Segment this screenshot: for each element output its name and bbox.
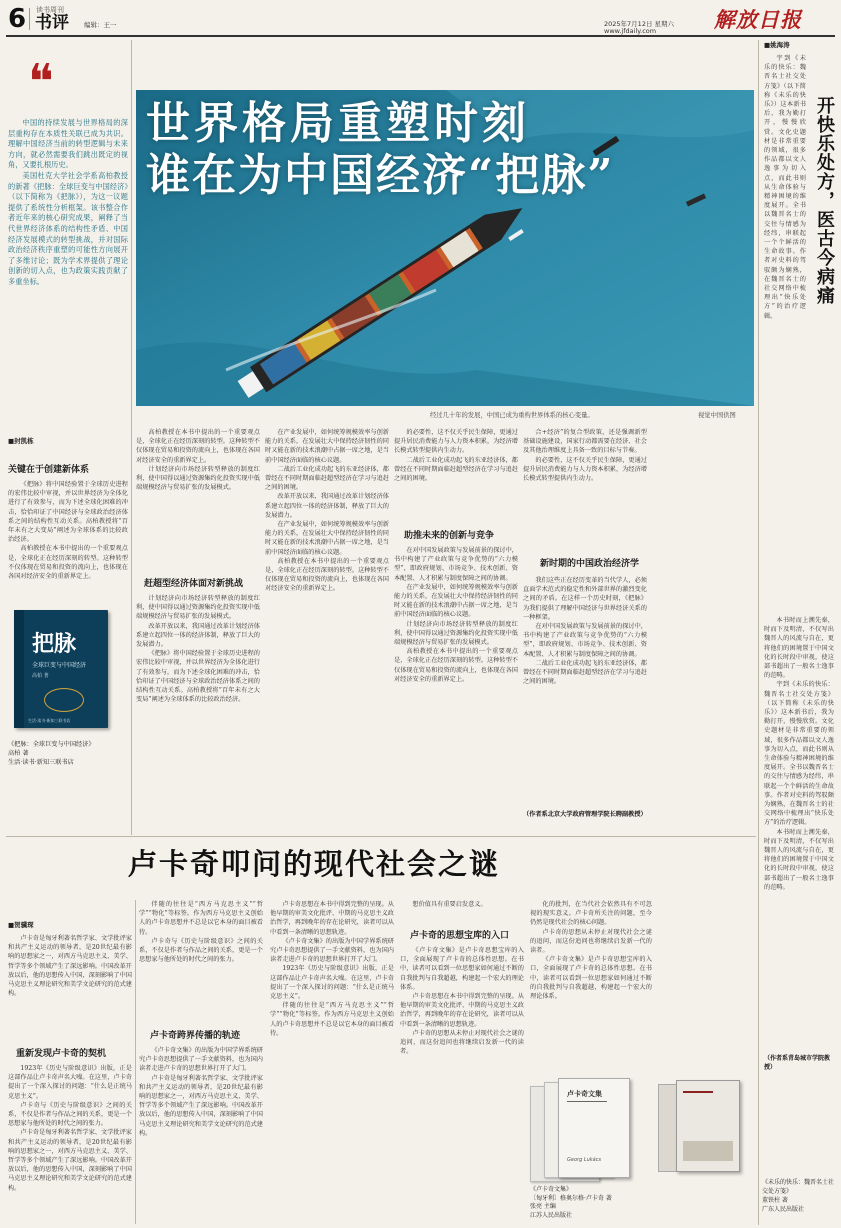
lukacs-paragraph: 卢卡奇是匈牙利著名哲学家、文学批评家和共产主义运动的领导者，是20世纪最有影响的思想家之一，对西方马克思主义、美学、哲学等多个领域产生了深远影响。中国改革开放以后，他的思想传入中国，深刻影响了中国马克思主义理论研究和美学文论研究的范式建构。 [8, 1129, 132, 1192]
page-number: 6 [8, 4, 27, 34]
article-paragraph: 计划经济向市场经济转型释放的制度红利，使中国得以通过资源集约化投资实现中低端规模经济与贸易扩张的发展模式。 [394, 620, 518, 647]
lukacs-paragraph: 卢卡奇思想在本书中得到完整的呈现。从他早期的审美文化批评、中期的马克思主义政治哲学，再到晚年的存在论研究，读者可以从中看到一条清晰的思想轨迹。 [400, 993, 524, 1028]
article-paragraph: 二战后工业化成功起飞的东亚经济体，都曾经在不同时期面临赶超型经济在学习与追赶之间的困境。 [265, 465, 389, 492]
lukacs-paragraph: 卢卡奇思想在本书中得到完整的呈现。从他早期的审美文化批评、中期的马克思主义政治哲学，再到晚年的存在论研究，读者可以从中看到一条清晰的思想轨迹。 [270, 901, 394, 936]
article-column [265, 428, 389, 830]
book2-caption-editor: 张亮 主编 [530, 1203, 556, 1210]
lukacs-headline: 卢卡奇叩问的现代社会之谜 [128, 847, 501, 881]
lukacs-paragraph: 卢卡奇与《历史与阶级意识》之间的关系，不仅是作者与作品之间的关系，更是一个思想家与他所处的时代之间的张力。 [8, 1101, 132, 1128]
lukacs-paragraph: 想价值具有重要启发意义。 [412, 901, 487, 908]
paper-logo: 解放日报 [714, 7, 802, 32]
article-column [136, 594, 260, 830]
right-paragraph: 宇到《未乐的快乐：魏晋名士社交处方笺》（以下简称《未乐的快乐》）这本新书后，我为勤打开，慢慢欣赏。文化史题材是非常重要的领域，很多作品都以文人逸事为切入点，而此书则从生命体验与精神困境的维度展开。全书以魏晋名士的交往与情感为经纬，串联起一个个鲜活的生命故事。作者对史料的驾驭颇为娴熟，在魏晋名士的社交网络中梳理出“快乐处方”的治疗逻辑。 [764, 55, 806, 320]
section-rule [6, 836, 756, 837]
right-book-title: 《未乐的快乐：魏晋名士社交处方笺》 [762, 1179, 835, 1195]
article-paragraph: 计划经济向市场经济转型释放的制度红利，使中国得以通过资源集约化投资实现中低端规模经济与贸易扩张的发展模式。 [136, 465, 260, 492]
lukacs-paragraph: 卢卡奇的思想从未停止对现代社会之谜的追问，而这份追问也将继续启发新一代的读者。 [400, 1029, 524, 1056]
book-cover-publisher: 生活·读书·新知三联书店 [28, 718, 71, 723]
article-paragraph: 的必要性，这不仅关乎民生保障，更通过提升居民消费能力与人力资本积累，为经济增长模式转型提供内生动力。 [523, 456, 647, 483]
article-paragraph: 高柏教授在本书中提出的一个重要观点是，全球化正在经历深刻的转型。这种转型不仅体现在贸易和投资的流向上，也体现在各国对经济安全的重新界定上。 [136, 429, 260, 464]
photo-caption: 经过几十年的发展，中国已成为重构世界体系的核心变量。 [430, 412, 594, 419]
book-caption-author: 高柏 著 [8, 750, 29, 757]
article-paragraph: 计划经济向市场经济转型释放的制度红利，使中国得以通过资源集约化投资实现中低端规模经济与贸易扩张的发展模式。 [136, 595, 260, 621]
article-paragraph: 改革开放以来，我国通过改革计划经济体系建立起四位一体的经济体制，释放了巨大的发展潜力。 [136, 622, 260, 649]
lukacs-paragraph: 《卢卡奇文集》的出版为中国学界系统研究卢卡奇思想提供了一手文献资料，也为国内读者走进卢卡奇的思想世界打开了大门。 [139, 1047, 263, 1073]
lukacs-column [139, 900, 263, 1018]
masthead [8, 4, 834, 36]
article-paragraph: 我们这些正在经历变革的当代学人，必须直面学术范式的稳定性和外部世界的激烈变化之间的矛盾。在这样一个历史时刻，《把脉》为我们提供了理解中国经济与世界经济关系的一种框架。 [523, 577, 647, 621]
lukacs-paragraph: 化的批判，在当代社会依然具有不可忽视的现实意义。卢卡奇所关注的问题，至今仍然是现代社会的核心问题。 [530, 901, 652, 927]
lukacs-paragraph: 1923年《历史与阶级意识》出版，正是这部作品让卢卡奇声名大噪。在这里，卢卡奇提出了一个深入探讨的问题：“什么是正统马克思主义”。 [270, 965, 394, 1001]
column-divider [131, 428, 132, 831]
book-cover-subtitle: 全球巨变与中国经济 [32, 662, 87, 669]
book-cover-title: 把脉 [32, 631, 77, 657]
article-paragraph: 《把脉》将中国经验置于全球历史进程的宏伟比较中审视，并以世界经济为全体化进行了有效参与，而为下述全球化困难的冲击，恰恰印证了中国经济与全球政治经济体系之间的结构性互动关系。高柏教授将“百年未有之大变局”阐述为全球体系的比较政治经济。 [8, 481, 128, 544]
book2-caption-author: 〔匈牙利〕格奥尔格·卢卡奇 著 [530, 1194, 612, 1202]
right-paragraph: 宇到《未乐的快乐：魏晋名士社交处方笺》（以下简称《未乐的快乐》）这本新书后，我为勤打开，慢慢欣赏。文化史题材是非常重要的领域，很多作品都以文人逸事为切入点，而此书则从生命体验与精神困境的维度展开。全书以魏晋名士的交往与情感为经纬，串联起一个个鲜活的生命故事。作者对史料的驾驭颇为娴熟，在魏晋名士的社交网络中梳理出“快乐处方”的治疗逻辑。 [764, 681, 834, 827]
book2-caption-publisher: 江苏人民出版社 [530, 1211, 573, 1219]
article-paragraph: 合+经济”的复合型政策，还是强调新型基础设施建设，国家行动都需要在经济、社会及其他治理维度上具备一致的目标与节奏。 [523, 429, 647, 455]
column-divider [758, 40, 759, 1225]
article-paragraph: 改革开放以来，我国通过改革计划经济体系建立起四位一体的经济体制，释放了巨大的发展潜力。 [265, 493, 389, 519]
lead-text [8, 118, 128, 358]
right-article-author: ■姚海涛 [764, 41, 790, 49]
article-column [523, 576, 647, 808]
hero-photo [136, 90, 754, 406]
book-volume [558, 1078, 630, 1178]
article-column [8, 480, 128, 598]
lukacs-column [270, 900, 394, 1224]
article-paragraph: 高柏教授在本书中提出的一个重要观点是，全球化正在经历深刻的转型。这种转型不仅体现在贸易和投资的流向上，也体现在各国对经济安全的重新界定上。 [265, 557, 389, 593]
lukacs-author: ■贺骥琛 [8, 921, 34, 929]
lukacs-paragraph: 卢卡奇与《历史与阶级意识》之间的关系，不仅是作者与作品之间的关系，更是一个思想家与他所处的时代之间的张力。 [139, 937, 263, 964]
lukacs-column [8, 934, 132, 1038]
right-book-publisher: 广东人民出版社 [762, 1206, 805, 1213]
editor-line: 编辑：王一 [84, 21, 117, 29]
book-caption [8, 740, 128, 767]
book-volume [676, 1080, 740, 1172]
right-article-title: 开快乐处方，医古今病痛 [814, 96, 835, 305]
lead-paragraph: 中国的持续发展与世界格局的深层重构存在本质性关联已成为共识。理解中国经济当前的转型逻辑与未来方向，就必然需要我们跳出既定的视角，又要扎根历史。 [8, 118, 128, 170]
lukacs-column [8, 1064, 132, 1224]
lukacs-column [530, 900, 652, 1070]
article-paragraph: 在对中国发展政策与发展前景的探讨中，书中构建了产业政策与竞争优势的“六力模型”，即政府规划、市场竞争、技术创新、资本配置、人才积累与制度保障之间的协调。 [523, 623, 647, 658]
article-column [394, 546, 518, 830]
book-cover-bajing [14, 610, 108, 728]
masthead-divider [29, 8, 30, 30]
lukacs-column [139, 1046, 263, 1224]
article-author-note: （作者系北京大学政府管理学院长聘副教授） [523, 811, 647, 818]
subheading: 卢卡奇的思想宝库的入口 [410, 931, 510, 941]
section-name: 书评 [35, 13, 69, 33]
subheading: 关键在于创建新体系 [8, 465, 90, 475]
date-line: 2025年7月12日 星期六 [604, 20, 675, 28]
article-author: ■封凯栋 [8, 437, 34, 445]
book-caption-title: 《把脉：全球巨变与中国经济》 [8, 741, 95, 748]
article-paragraph: 《把脉》将中国经验置于全球历史进程的宏伟比较中审视，并以世界经济为全体化进行了有效参与，而为下述全球化困难的冲击，恰恰印证了中国经济与全球政治经济体系之间的结构性互动关系。高柏教授将“百年未有之大变局”阐述为全球体系的比较政治经济。 [136, 650, 260, 704]
right-article-text [764, 54, 806, 614]
book2-caption-title: 《卢卡奇文集》 [530, 1186, 573, 1193]
photo-credit: 视觉中国供图 [698, 412, 736, 419]
article-paragraph: 在产业发展中，如何统筹规模效率与创新能力的关系，在发展壮大中保持经济韧性的同时又能在新的技术浪潮中占据一席之地，是当前中国经济面临的核心议题。 [265, 429, 389, 464]
lukacs-paragraph: 1923年《历史与阶级意识》出版，正是这部作品让卢卡奇声名大噪。在这里，卢卡奇提出了一个深入探讨的问题：“什么是正统马克思主义”。 [8, 1065, 132, 1100]
lukacs-paragraph: 《卢卡奇文集》的出版为中国学界系统研究卢卡奇思想提供了一手文献资料，也为国内读者走进卢卡奇的思想世界打开了大门。 [270, 937, 394, 964]
right-article-footer: （作者系青岛城市学院教授） [764, 1055, 831, 1071]
headline-line-2: 谁在为中国经济“把脉” [146, 150, 615, 201]
book2-cover-rule [567, 1101, 607, 1102]
lukacs-paragraph: 卢卡奇是匈牙利著名哲学家、文学批评家和共产主义运动的领导者，是20世纪最有影响的思想家之一，对西方马克思主义、美学、哲学等多个领域产生了深远影响。中国改革开放以后，他的思想传入中国，深刻影响了中国马克思主义理论研究和美学文论研究的范式建构。 [8, 935, 132, 998]
right-book-caption [762, 1178, 838, 1214]
lukacs-paragraph: 卢卡奇是匈牙利著名哲学家、文学批评家和共产主义运动的领导者，是20世纪最有影响的思想家之一，对西方马克思主义、美学、哲学等多个领域产生了深远影响。中国改革开放以后，他的思想传入中国，深刻影响了中国马克思主义理论研究和美学文论研究的范式建构。 [139, 1074, 263, 1137]
article-paragraph: 的必要性，这不仅关乎民生保障，更通过提升居民消费能力与人力资本积累，为经济增长模式转型提供内生动力。 [394, 429, 518, 455]
right-paragraph: 本书时而上溯先秦，时而下及明清，不仅写出魏晋人的风流与自在，更将他们的困境置于中国文化的长时段中审视，使这部书超出了一般名士逸事的范畴。 [764, 617, 834, 680]
cover-graphic [44, 688, 84, 712]
book-stack-right [656, 1078, 756, 1178]
book-stack-lukacs [530, 1076, 634, 1184]
cover-graphic [683, 1141, 733, 1161]
series-name: 读书周刊 [36, 6, 64, 14]
right-book-author: 董铁柱 著 [762, 1197, 788, 1204]
lukacs-paragraph: 《卢卡奇文集》是卢卡奇思想宝库的入口，全面展现了卢卡奇的总体性思想。在书中，读者可以看到一位思想家如何通过不断的自我批判与自我超越，构建起一个宏大的理论体系。 [400, 947, 524, 991]
cover-stripe [683, 1091, 713, 1093]
column-divider [135, 900, 136, 1224]
book2-caption [530, 1186, 652, 1220]
right-paragraph: 本书时而上溯先秦，时而下及明清，不仅写出魏晋人的风流与自在，更将他们的困境置于中国文化的长时段中审视，使这部书超出了一般名士逸事的范畴。 [764, 828, 834, 891]
article-column [136, 428, 260, 571]
article-column [523, 428, 647, 540]
article-paragraph: 在产业发展中，如何统筹规模效率与创新能力的关系，在发展壮大中保持经济韧性的同时又能在新的技术浪潮中占据一席之地，是当前中国经济面临的核心议题。 [265, 521, 389, 556]
article-column [394, 428, 518, 522]
book-caption-publisher: 生活·读书·新知三联书店 [8, 759, 74, 766]
article-paragraph: 二战后工业化成功起飞的东亚经济体，都曾经在不同时期面临赶超型经济在学习与追赶之间的困境。 [523, 659, 647, 686]
subheading: 卢卡奇跨界传播的轨迹 [150, 1031, 241, 1041]
website-url: www.jfdaily.com [604, 27, 657, 35]
subheading: 助推未来的创新与竞争 [404, 531, 495, 541]
article-paragraph: 高柏教授在本书中提出的一个重要观点是，全球化正在经历深刻的转型。这种转型不仅体现在贸易和投资的流向上，也体现在各国对经济安全的重新界定上。 [8, 545, 128, 581]
lukacs-column [400, 946, 524, 1224]
article-paragraph: 高柏教授在本书中提出的一个重要观点是，全球化正在经历深刻的转型。这种转型不仅体现在贸易和投资的流向上，也体现在各国对经济安全的重新界定上。 [394, 648, 518, 683]
subheading: 赶超型经济体面对新挑战 [144, 579, 244, 589]
lead-paragraph: 美国杜克大学社会学系高柏教授的新著《把脉：全球巨变与中国经济》（以下简称为《把脉》），为这一议题提供了系统性分析框架。该书整合作者近年来的核心研究成果，阐释了当代世界经济体系的结构性矛盾、中国经济发展模式的转型挑战，并对国际政治经济秩序重塑的可能性方向展开了多维讨论；既为学术界提供了理论创新的切入点，也为政策实践贡献了多重坐标。 [8, 170, 128, 286]
subheading: 新时期的中国政治经济学 [540, 559, 640, 569]
lukacs-paragraph: 伴随的往往是“西方马克思主义”“哲学”“物化”等标签。作为西方马克思主义创始人的卢卡奇思想并不总是以它本身的面目被看待。 [139, 901, 263, 936]
headline-line-1: 世界格局重塑时刻 [146, 98, 530, 149]
article-paragraph: 在对中国发展政策与发展前景的探讨中，书中构建了产业政策与竞争优势的“六力模型”，即政府规划、市场竞争、技术创新、资本配置、人才积累与制度保障之间的协调。 [394, 547, 518, 582]
right-article-text [764, 616, 834, 1048]
subheading: 重新发现卢卡奇的契机 [16, 1049, 107, 1059]
book-cover-author: 高柏 著 [32, 673, 49, 679]
lukacs-paragraph: 伴随的往往是“西方马克思主义”“哲学”“物化”等标签。作为西方马克思主义创始人的卢卡奇思想并不总是以它本身的面目被看待。 [270, 1002, 394, 1037]
lukacs-paragraph: 卢卡奇的思想从未停止对现代社会之谜的追问，而这份追问也将继续启发新一代的读者。 [530, 928, 652, 955]
article-paragraph: 二战后工业化成功起飞的东亚经济体，都曾经在不同时期面临赶超型经济在学习与追赶之间的困境。 [394, 456, 518, 483]
lukacs-column [400, 900, 524, 922]
quote-mark-icon: ❝ [28, 54, 54, 110]
masthead-rule [6, 35, 835, 37]
book2-cover-name: Georg Lukács [567, 1157, 602, 1163]
book2-cover-title: 卢卡奇文集 [567, 1089, 602, 1098]
article-paragraph: 在产业发展中，如何统筹规模效率与创新能力的关系，在发展壮大中保持经济韧性的同时又能在新的技术浪潮中占据一席之地，是当前中国经济面临的核心议题。 [394, 583, 518, 619]
book-spine [14, 610, 24, 728]
lukacs-paragraph: 《卢卡奇文集》是卢卡奇思想宝库的入口，全面展现了卢卡奇的总体性思想。在书中，读者可以看到一位思想家如何通过不断的自我批判与自我超越，构建起一个宏大的理论体系。 [530, 956, 652, 1001]
